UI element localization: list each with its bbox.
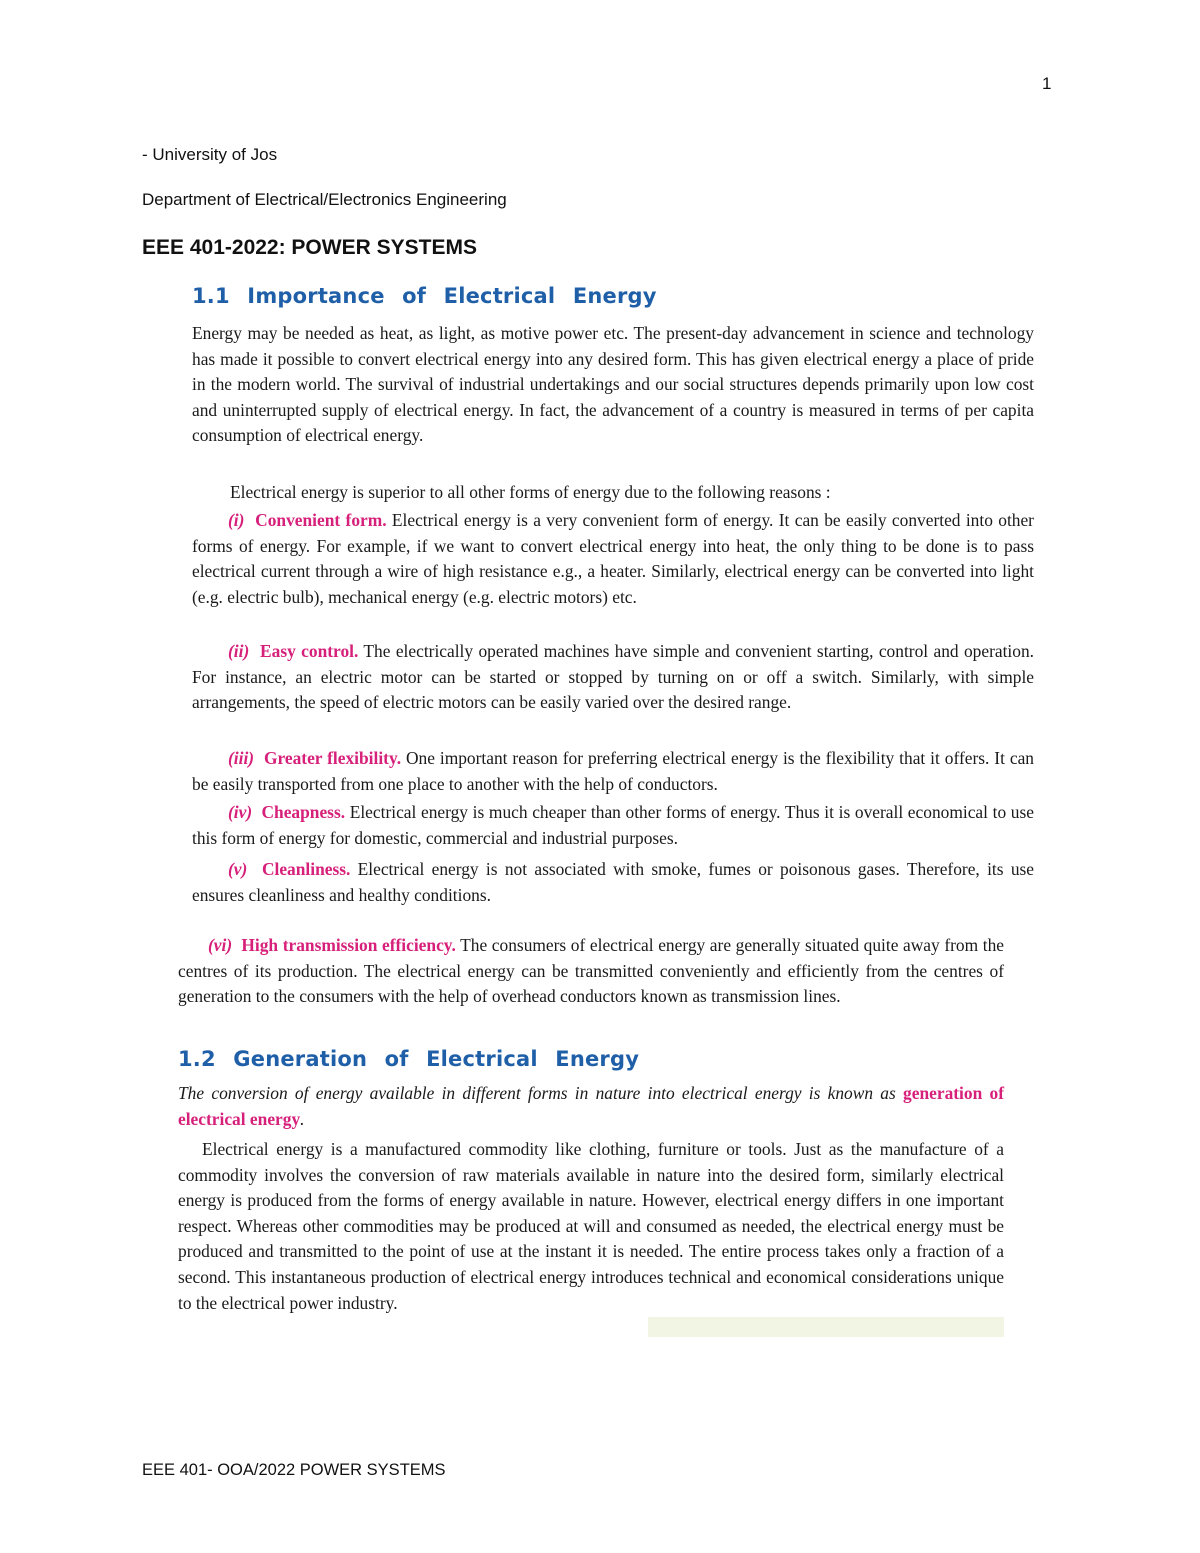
reason-label: (vi) High transmission efficiency.: [208, 935, 456, 955]
section1-lead-paragraph: Electrical energy is superior to all other forms of energy due to the following reasons :: [230, 482, 831, 502]
reason-label: (iv) Cheapness.: [228, 802, 346, 822]
reason-text: Electrical energy is not associated with smoke, fumes or poisonous gases. Therefore, its use ensures cleanliness and healthy conditions.: [192, 859, 1034, 905]
reason-paragraph-i: [192, 508, 1034, 610]
reason-paragraph-vi: [178, 933, 1004, 1010]
university-name: - University of Jos: [142, 145, 278, 164]
definition-term: generation of electrical energy: [178, 1083, 1005, 1129]
section1-intro-paragraph: Energy may be needed as heat, as light, as motive power etc. The present-day advancement in science and technology has made it possible to convert electrical energy into any desired form. This has given electrical energy a place of pride in the modern world. The survival of industrial undertakings and our social structures depends primarily upon low cost and uninterrupted supply of electrical energy. In fact, the advancement of a country is measured in terms of per capita consumption of electrical energy.: [192, 323, 1034, 446]
reason-label: (ii) Easy control.: [228, 641, 359, 661]
section-heading-1-2: 1.2 Generation of Electrical Energy: [178, 1047, 640, 1071]
reason-label: (i) Convenient form.: [228, 510, 387, 530]
section-heading-1-1: 1.1 Importance of Electrical Energy: [192, 284, 657, 308]
department-name: Department of Electrical/Electronics Engineering: [142, 190, 507, 209]
reason-text: The consumers of electrical energy are generally situated quite away from the centres of its production. The electrical energy can be transmitted conveniently and efficiently from the centres of generation to the consumers with the help of overhead conductors known as transmission lines.: [178, 935, 1004, 1007]
reason-text: The electrically operated machines have simple and convenient starting, control and operation. For instance, an electric motor can be started or stopped by turning on or off a switch. Similarly, with simple arrangements, the speed of electric motors can be easily varied over the desired range.: [192, 641, 1034, 713]
reason-paragraph-iii: [192, 746, 1034, 797]
generation-definition: The conversion of energy available in different forms in nature into electrical energy is known as generation of electrical energy.: [178, 1083, 1005, 1129]
reason-label: (iii) Greater flexibility.: [228, 748, 402, 768]
reason-text: Electrical energy is a very convenient form of energy. It can be easily converted into other forms of energy. For example, if we want to convert electrical energy into heat, the only thing to be done is to pass electrical current through a wire of high resistance e.g., a heater. Similarly, electrical energy can be converted into light (e.g. electric bulb), mechanical energy (e.g. electric motors) etc.: [192, 510, 1034, 607]
course-title: EEE 401-2022: POWER SYSTEMS: [142, 236, 477, 259]
reason-text: One important reason for preferring electrical energy is the flexibility that it offers. It can be easily transported from one place to another with the help of conductors.: [192, 748, 1034, 794]
reason-label: (v) Cleanliness.: [228, 859, 351, 879]
reason-paragraph-iv: [192, 800, 1034, 851]
page-footer: EEE 401- OOA/2022 POWER SYSTEMS: [142, 1461, 446, 1479]
highlight-box: [648, 1317, 1004, 1337]
reason-text: Electrical energy is much cheaper than other forms of energy. Thus it is overall economical to use this form of energy for domestic, commercial and industrial purposes.: [192, 802, 1034, 848]
reason-paragraph-ii: [192, 639, 1034, 716]
page-number: 1: [1042, 74, 1052, 93]
reason-paragraph-v: [192, 857, 1034, 908]
section2-body-paragraph: Electrical energy is a manufactured commodity like clothing, furniture or tools. Just as the manufacture of a commodity involves the conversion of raw materials available in nature into the desired form, similarly electrical energy is produced from the forms of energy available in nature. However, electrical energy differs in one important respect. Whereas other commodities may be produced at will and consumed as needed, the electrical energy must be produced and transmitted to the point of use at the instant it is needed. The entire process takes only a fraction of a second. This instantaneous production of electrical energy introduces technical and economical considerations unique to the electrical power industry.: [178, 1139, 1004, 1313]
